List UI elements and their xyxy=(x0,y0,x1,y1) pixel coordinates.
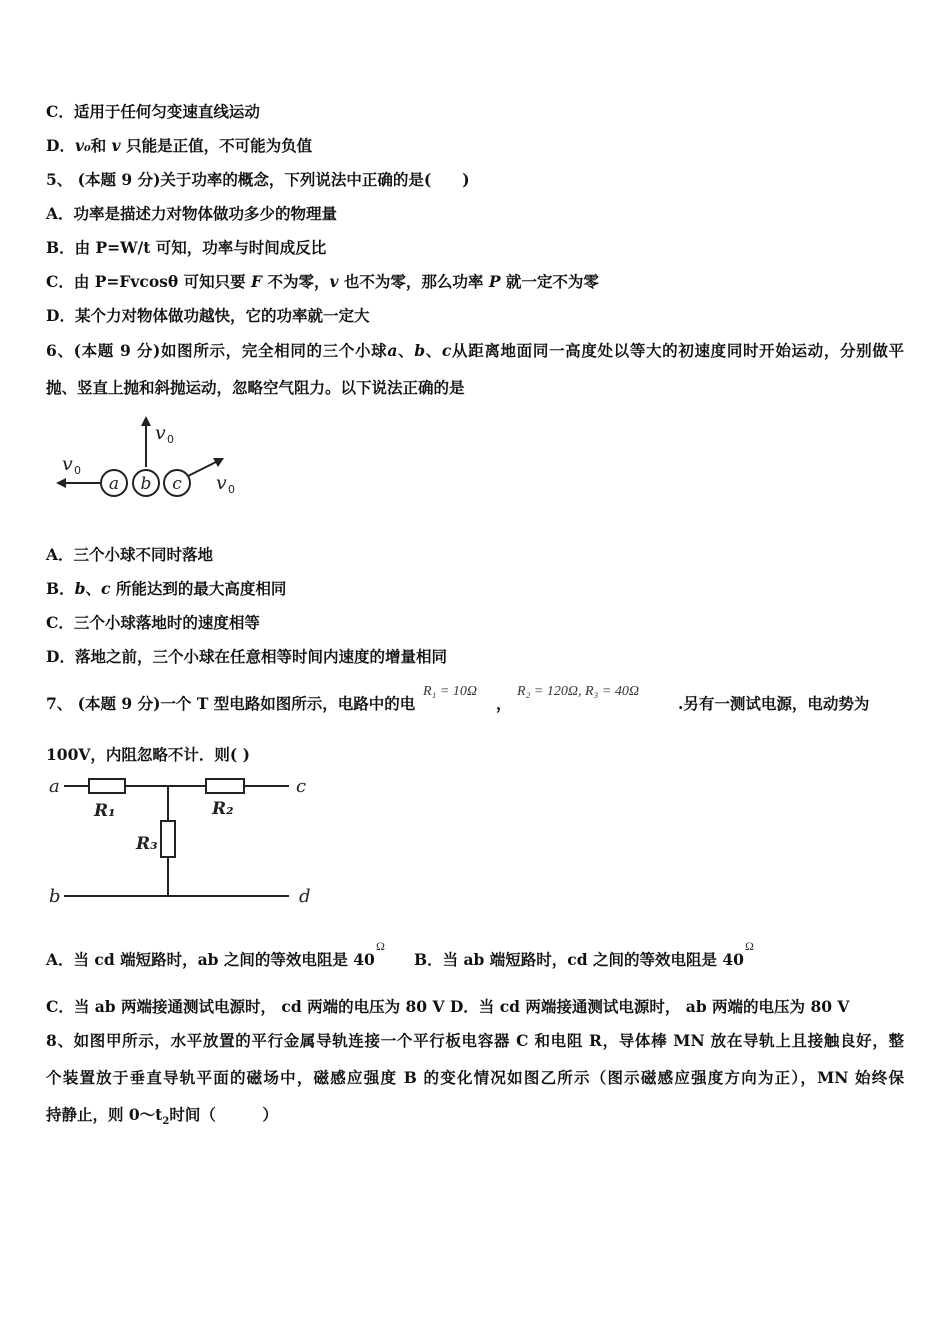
q5-option-a: A．功率是描述力对物体做功多少的物理量 xyxy=(46,204,338,223)
v0-left-sub: 0 xyxy=(74,464,81,477)
q6-stem-sep2: 、 xyxy=(425,341,442,360)
q5-option-c xyxy=(46,272,599,292)
v0-up-sub: 0 xyxy=(167,433,174,446)
q6-option-c: C．三个小球落地时的速度相等 xyxy=(46,613,260,632)
q8-stem-line1: 8、如图甲所示，水平放置的平行金属导轨连接一个平行板电容器 C 和电阻 R，导体棒 MN 放在导轨上且接触良好，整 xyxy=(46,1031,904,1050)
q7-stem-pre: 7、 (本题 9 分)一个 T 型电路如图所示，电路中的电 xyxy=(46,694,416,713)
q4-option-c: C．适用于任何匀变速直线运动 xyxy=(46,102,260,121)
q5-option-c-pre: C．由 P=Fvcosθ 可知只要 xyxy=(46,272,246,291)
ball-b-label: b xyxy=(140,474,152,494)
q4-option-d-mid: 和 xyxy=(90,136,107,155)
q6-option-d: D．落地之前，三个小球在任意相等时间内速度的增量相同 xyxy=(46,647,447,666)
resistor-r2 xyxy=(206,779,244,793)
q5-option-c-f: F xyxy=(251,272,263,291)
q6-option-b-sep: 、 xyxy=(85,579,101,598)
v0-right-label: v xyxy=(216,472,227,494)
q5-option-c-v: v xyxy=(329,272,339,291)
resistor-r3 xyxy=(161,821,175,857)
terminal-b-label: b xyxy=(49,886,61,907)
ball-a-label: a xyxy=(108,474,120,494)
q8-stem-line2: 个装置放于垂直导轨平面的磁场中，磁感应强度 B 的变化情况如图乙所示（图示磁感应强度方向为正），MN 始终保 xyxy=(46,1068,904,1087)
t-circuit-figure xyxy=(44,772,319,908)
q6-stem-mid: 从距离地面同一高度处以等大的初速度同时开始运动，分别做平 xyxy=(451,341,904,360)
v0-left-label: v xyxy=(62,453,73,475)
three-balls-figure xyxy=(52,414,242,504)
q6-stem-sep1: 、 xyxy=(397,341,415,360)
terminal-c-label: c xyxy=(296,776,307,797)
q4-option-d-v: v xyxy=(111,136,121,155)
q7-stem-line2: 100V，内阻忽略不计．则( ) xyxy=(46,745,250,764)
q7-formula-r1: R₁ = 10Ω xyxy=(423,684,477,699)
q7-option-a-ohm: Ω xyxy=(376,939,385,953)
q7-option-b: B．当 ab 端短路时，cd 之间的等效电阻是 40 xyxy=(414,950,744,969)
q6-option-b-tail: 所能达到的最大高度相同 xyxy=(115,579,287,598)
q5-option-c-p: P xyxy=(488,272,501,291)
q5-option-c-mid2: 也不为零，那么功率 xyxy=(343,272,484,291)
q5-option-c-mid1: 不为零， xyxy=(267,272,330,291)
terminal-a-label: a xyxy=(49,776,60,797)
terminal-d-label: d xyxy=(299,886,311,907)
q5-option-c-tail: 就一定不为零 xyxy=(505,272,599,291)
q7-comma: ， xyxy=(496,694,512,713)
q7-option-b-ohm: Ω xyxy=(745,939,754,953)
q6-stem-line1 xyxy=(46,341,904,361)
q6-option-b-label: B． xyxy=(46,579,75,598)
q6-option-b-b: b xyxy=(74,579,86,598)
ball-c-label: c xyxy=(172,474,182,494)
q6-stem-pre: 6、(本题 9 分)如图所示，完全相同的三个小球 xyxy=(46,341,388,360)
q7-option-a: A．当 cd 端短路时，ab 之间的等效电阻是 40 xyxy=(46,950,375,969)
r1-label: R₁ xyxy=(94,801,116,821)
q6-option-b-c: c xyxy=(100,579,111,598)
r2-label: R₂ xyxy=(212,799,234,819)
right-velocity-arrow-shaft xyxy=(188,461,218,476)
q8-stem-line3-sub: 2 xyxy=(162,1116,170,1128)
q7-options-c-d: C．当 ab 两端接通测试电源时， cd 两端的电压为 80 V D．当 cd 两端接通测试电源时， ab 两端的电压为 80 V xyxy=(46,997,850,1016)
r3-label: R₃ xyxy=(136,834,158,854)
q6-option-b xyxy=(46,579,286,599)
q6-stem-line2: 抛、竖直上抛和斜抛运动，忽略空气阻力。以下说法正确的是 xyxy=(46,378,465,397)
q4-option-d xyxy=(46,136,312,156)
q8-stem-line3 xyxy=(46,1105,278,1132)
q4-option-d-label: D． xyxy=(46,136,75,155)
q8-stem-line3-tail: 时间（ ） xyxy=(169,1105,278,1124)
q7-formula-r2-r3: R₂ = 120Ω, R₃ = 40Ω xyxy=(517,684,639,699)
left-arrowhead-icon xyxy=(56,478,66,488)
up-arrowhead-icon xyxy=(141,416,151,426)
q6-option-a: A．三个小球不同时落地 xyxy=(46,545,214,564)
q4-option-d-v0: v₀ xyxy=(74,136,91,155)
q8-stem-line3-pre: 持静止，则 0～t xyxy=(46,1105,163,1124)
q7-stem-tail: .另有一测试电源，电动势为 xyxy=(678,694,870,713)
q5-option-b: B．由 P=W/t 可知，功率与时间成反比 xyxy=(46,238,327,257)
q6-stem-b: b xyxy=(414,341,426,360)
q6-stem-c: c xyxy=(441,341,452,360)
v0-right-sub: 0 xyxy=(228,483,235,496)
q6-stem-a: a xyxy=(387,341,398,360)
v0-up-label: v xyxy=(155,422,166,444)
q5-stem: 5、 (本题 9 分)关于功率的概念，下列说法中正确的是( ) xyxy=(46,170,470,189)
q4-option-d-tail: 只能是正值，不可能为负值 xyxy=(126,136,313,155)
resistor-r1 xyxy=(89,779,125,793)
q5-option-d: D．某个力对物体做功越快，它的功率就一定大 xyxy=(46,306,370,325)
